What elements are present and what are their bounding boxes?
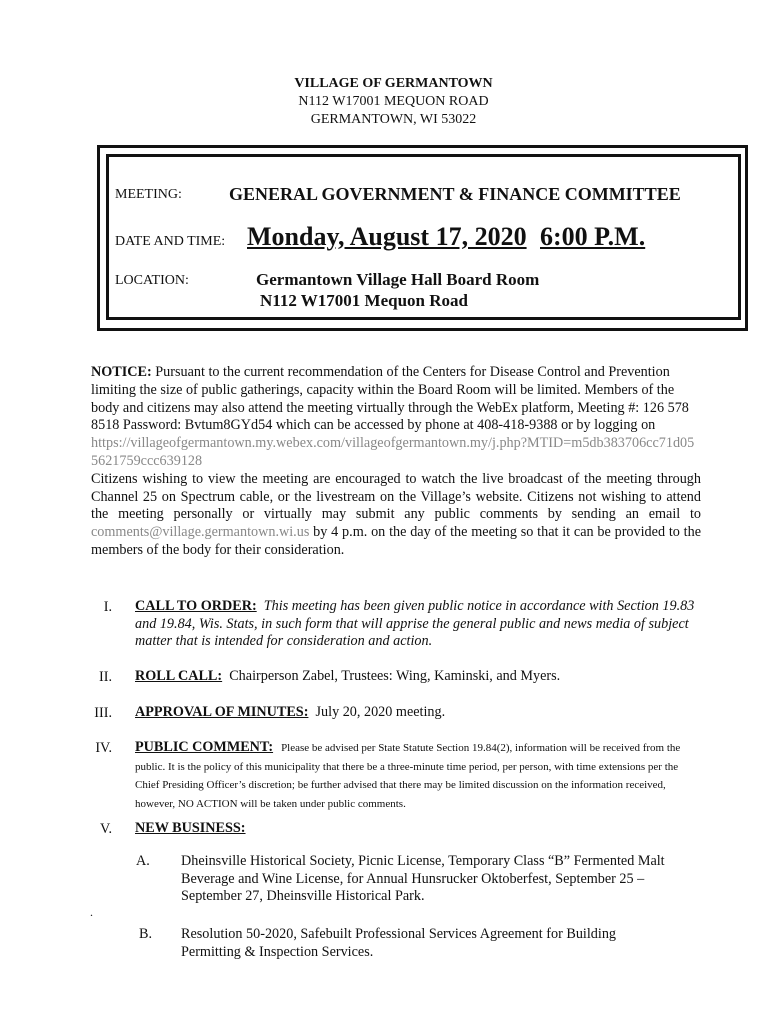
item-number-ii: II. xyxy=(99,669,112,685)
notice-label: NOTICE: xyxy=(91,364,152,380)
item-number-i: I. xyxy=(103,599,112,615)
notice-paragraph-2 xyxy=(91,471,701,560)
call-to-order-heading: CALL TO ORDER: xyxy=(135,598,257,614)
public-comment-heading: PUBLIC COMMENT: xyxy=(135,739,274,755)
approval-of-minutes-text: July 20, 2020 meeting. xyxy=(315,704,446,720)
webex-link[interactable]: https://villageofgermantown.my.webex.com/villageofgermantown.my/j.php?MTID=m5db383706cc71d055621759ccc639128 xyxy=(91,435,695,469)
stray-mark: . xyxy=(90,905,93,919)
letterhead xyxy=(0,75,770,129)
roll-call-text: Chairperson Zabel, Trustees: Wing, Kaminski, and Myers. xyxy=(229,668,561,684)
notice-text-2: Citizens wishing to view the meeting are encouraged to watch the live broadcast of the meeting through Channel 25 on Spectrum cable, or the livestream on the Village’s website. Citizens not wishing to attend the meeting personally or virtually may submit any public comments by sending an email to xyxy=(91,470,701,523)
org-name: VILLAGE OF GERMANTOWN xyxy=(294,76,493,91)
meeting-label: MEETING: xyxy=(115,187,182,202)
sub-item-a-text: Dheinsville Historical Society, Picnic License, Temporary Class “B” Fermented Malt Beverage and Wine License, for Annual Hunsrucker Oktoberfest, September 25 – September 27, Dheinsville Historical Park. xyxy=(181,853,665,904)
approval-of-minutes-heading: APPROVAL OF MINUTES: xyxy=(135,704,309,720)
date-time-label: DATE AND TIME: xyxy=(115,234,226,249)
sub-item-letter-b: B. xyxy=(139,926,153,942)
notice-paragraph-1 xyxy=(91,364,701,435)
agenda-item-approval-of-minutes xyxy=(135,704,715,722)
location-line1: Germantown Village Hall Board Room xyxy=(256,270,540,289)
public-comment-text: Please be advised per State Statute Section 19.84(2), information will be received from the public. It is the policy of this municipality that there be a three-minute time period, per person, with time extensions per the Chief Presiding Officer’s discretion; be further advised that there may be limited discussion on the information received, however, NO ACTION will be taken under public comments. xyxy=(135,742,681,810)
sub-item-b-text: Resolution 50-2020, Safebuilt Professional Services Agreement for Building Permitting & Inspection Services. xyxy=(181,926,617,960)
org-address-line2: GERMANTOWN, WI 53022 xyxy=(310,112,477,127)
comments-email-link[interactable]: comments@village.germantown.wi.us xyxy=(91,524,310,541)
notice-section xyxy=(91,364,701,560)
call-to-order-text: This meeting has been given public notice in accordance with Section 19.83 and 19.84, Wis. Stats, in such form that will apprise the general public and news media of subject matter that is intended for consideration and action. xyxy=(135,598,695,649)
item-number-iii: III. xyxy=(94,705,112,721)
location-line2: N112 W17001 Mequon Road xyxy=(260,291,468,310)
agenda-item-call-to-order xyxy=(135,598,715,651)
meeting-name: GENERAL GOVERNMENT & FINANCE COMMITTEE xyxy=(229,184,681,204)
roll-call-heading: ROLL CALL: xyxy=(135,668,223,684)
meeting-date: Monday, August 17, 2020 xyxy=(247,222,527,251)
notice-text-3: by 4 p.m. on the day of the meeting so that it can be provided to the members of the body for their consideration. xyxy=(91,524,702,558)
sub-item-letter-a: A. xyxy=(136,853,150,869)
org-address-line1: N112 W17001 MEQUON ROAD xyxy=(298,94,489,109)
agenda-item-roll-call xyxy=(135,668,715,686)
location-label: LOCATION: xyxy=(115,273,189,288)
item-number-iv: IV. xyxy=(95,740,112,756)
item-number-v: V. xyxy=(100,821,112,837)
agenda-item-public-comment xyxy=(135,738,705,812)
notice-text-1: Pursuant to the current recommendation of the Centers for Disease Control and Prevention limiting the size of public gatherings, capacity within the Board Room will be limited. Members of the body and citizens may also attend the meeting virtually through the WebEx platform, Meeting #: 126 578 8518 Password: Bvtum8GYd54 which can be accessed by phone at 408-418-9388 or by logging on xyxy=(91,364,689,434)
agenda-item-new-business xyxy=(135,820,246,838)
meeting-time: 6:00 P.M. xyxy=(540,222,646,251)
new-business-heading: NEW BUSINESS: xyxy=(135,820,246,836)
